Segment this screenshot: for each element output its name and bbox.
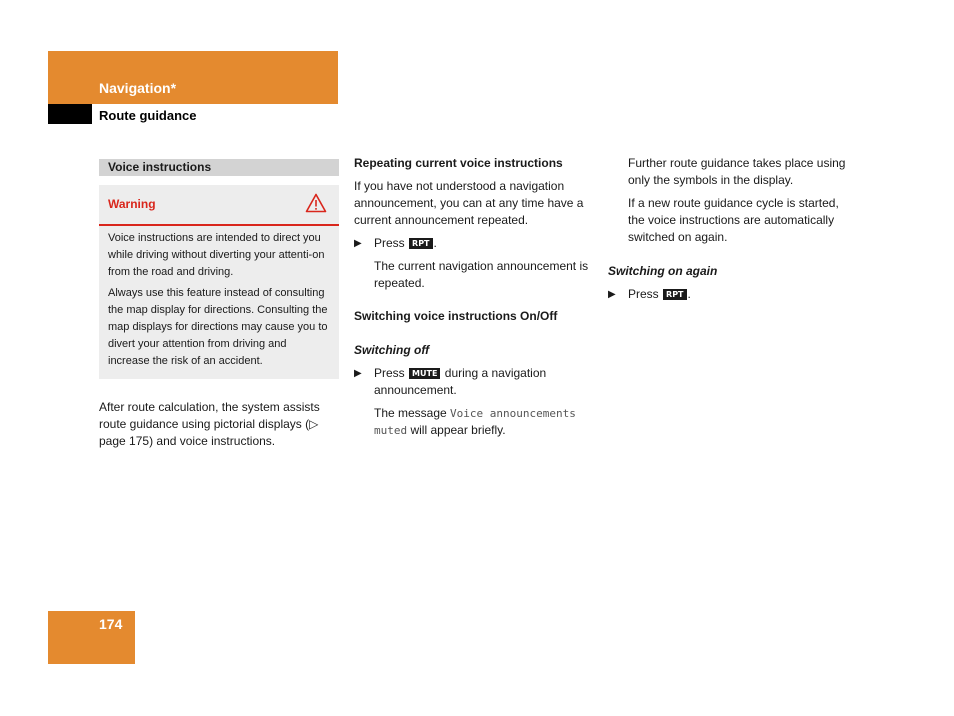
warning-triangle-icon bbox=[305, 193, 327, 213]
instruction-step bbox=[608, 286, 848, 303]
body-text: After route calculation, the system assists route guidance using pictorial displays ( bbox=[99, 400, 320, 431]
column-middle bbox=[354, 155, 592, 439]
heading-repeat: Repeating current voice instructions bbox=[354, 156, 563, 170]
heading-switch-off: Switching off bbox=[354, 343, 430, 357]
chapter-title: Navigation* bbox=[99, 80, 177, 96]
warning-box bbox=[99, 185, 339, 379]
rpt-key-icon: RPT bbox=[663, 289, 686, 300]
step-text: . bbox=[433, 236, 437, 250]
body-paragraph: Further route guidance takes place using only the symbols in the display. bbox=[628, 156, 846, 187]
step-text: during a navigation announcement. bbox=[374, 366, 547, 397]
display-message: Voice announcements muted bbox=[374, 407, 576, 437]
step-text: Press bbox=[374, 236, 405, 250]
header-band bbox=[48, 51, 338, 104]
column-left bbox=[99, 159, 339, 450]
section-title: Voice instructions bbox=[99, 159, 339, 176]
section-subtitle: Route guidance bbox=[99, 108, 197, 123]
bullet-arrow-icon: ▶ bbox=[354, 368, 362, 379]
warning-label: Warning bbox=[108, 197, 156, 211]
body-paragraph: If a new route guidance cycle is started, the voice instructions are automatically switched on again. bbox=[628, 196, 839, 244]
column-right bbox=[608, 155, 848, 303]
instruction-step bbox=[354, 235, 592, 252]
section-marker bbox=[48, 104, 92, 124]
page-number: 174 bbox=[99, 616, 123, 632]
bullet-arrow-icon: ▶ bbox=[354, 238, 362, 249]
step-text: . bbox=[687, 287, 691, 301]
body-text: ) and voice instructions. bbox=[149, 434, 276, 448]
warning-paragraph: Voice instructions are intended to direct you while driving without diverting your attenti-on from the road and driving. bbox=[108, 232, 325, 278]
step-result: The current navigation announcement is repeated. bbox=[374, 259, 589, 290]
bullet-arrow-icon: ▶ bbox=[608, 289, 616, 300]
heading-switch: Switching voice instructions On/Off bbox=[354, 309, 558, 323]
mute-key-icon: MUTE bbox=[409, 368, 440, 379]
body-paragraph bbox=[99, 399, 339, 450]
step-result bbox=[354, 405, 592, 439]
warning-header bbox=[99, 185, 339, 226]
warning-paragraph: Always use this feature instead of consulting the map display for directions. Consulting the map displays for directions may cause you to divert your attention from driving and increase the risk of an accident. bbox=[108, 287, 328, 367]
body-paragraph: If you have not understood a navigation announcement, you can at any time have a current announcement repeated. bbox=[354, 179, 584, 227]
rpt-key-icon: RPT bbox=[409, 238, 432, 249]
instruction-step bbox=[354, 365, 592, 399]
step-text: The message bbox=[374, 406, 447, 420]
step-text: will appear briefly. bbox=[410, 423, 506, 437]
step-text: Press bbox=[374, 366, 405, 380]
triangle-right-icon: ▷ bbox=[309, 417, 319, 431]
step-text: Press bbox=[628, 287, 659, 301]
page-reference[interactable]: page 175 bbox=[99, 434, 150, 448]
heading-switch-on: Switching on again bbox=[608, 264, 718, 278]
